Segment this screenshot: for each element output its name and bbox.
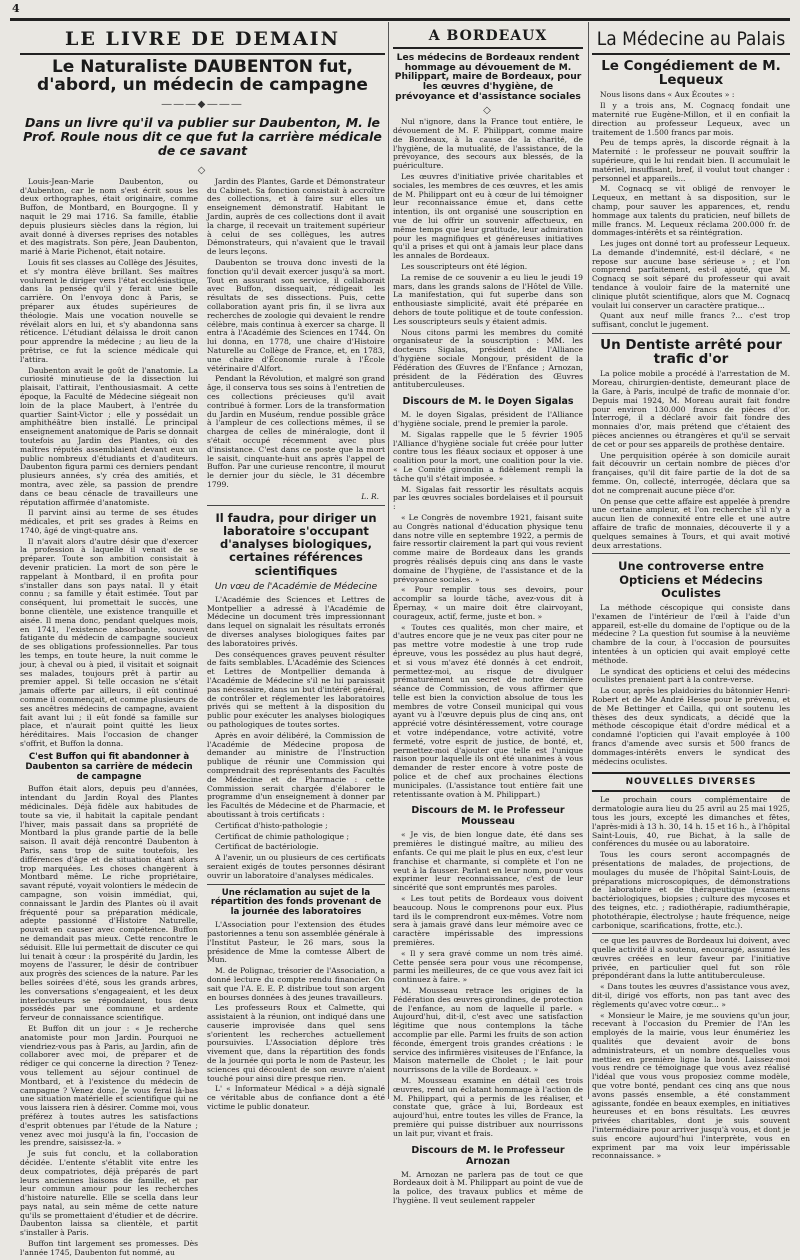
paragraph: Daubenton avait le goût de l'anatomie. La curiosité minutieuse de la dissection lui plaisait, l'attirait, l'enthousiasmait. A cette époque, la Faculté de Médecine siégeait non loin de la place Maubert, à l'entrée du quartier Saint-Victor ; elle y possédait un amphithéâtre bien installé. Le principal enseignement anatomique de Paris se donnait toutefois au Jardin des Plantes, où des maîtres réputés assemblaient devant eux un public nombreux d'étudiants et d'auditeurs. Daubenton figura parmi ces derniers pendant plusieurs années, s'y créa des amitiés, et montra, avec zèle, sa passion de prendre dans ce beau cénacle de travailleurs une réputation affirmée d'anatomiste. <box>20 365 198 507</box>
paragraph: M. Arnozan ne parlera pas de tout ce que Bordeaux doit à M. Philippart au point de vue de la police, des travaux publics et même de l'hygiène. Il veut seulement rappeler <box>393 1169 583 1205</box>
paragraph: Le syndicat des opticiens et celui des médecins oculistes prenaient part à la contre-verse. <box>592 666 790 685</box>
column-divider <box>588 22 589 1099</box>
paragraph: Certificat de bactériologie. <box>215 842 319 852</box>
headline-lequeux: Le Congédiement de M. Lequeux <box>601 58 781 89</box>
headline-opticiens: Une controverse entre Opticiens et Médecins Oculistes <box>618 559 764 600</box>
column-livre-de-demain <box>20 22 385 1257</box>
paragraph: Je suis fut conclu, et la collaboration décidée. L'entente s'établit vite entre les deux compatriotes, déjà préparés de part leurs anciennes liaisons de famille, et par leur commun amour pour les recherches d'histoire naturelle. Elle se scella dans leur pays natal, au sein même de cette nature qu'ils se promettaient d'étudier et de décrire. Daubenton laissa sa clientèle, et partit s'installer à Paris. <box>20 1149 198 1238</box>
paragraph: Peu de temps après, la discorde régnait à la Maternité : le professeur ne pouvait souffrir la supérieure, qui le lui rendait bien. Il accumulait le matériel, insuffisant, bref, il voulut tout changer : personnel et appareils... <box>592 138 790 183</box>
ornament: ◇ <box>483 105 493 117</box>
paragraph: Jardin des Plantes, Garde et Démonstrateur du Cabinet. Sa fonction consistait à accroître des collections, et à faire sur elles un enseignement démonstratif. Habitant le Jardin, auprès de ces collections dont il avait la charge, il recevait un traitement supérieur à celui de ses collègues, les autres Démonstrateurs, qui n'avaient que le travail de leurs leçons. <box>207 176 385 257</box>
paragraph: M. le doyen Sigalas, président de l'Alliance d'hygiène sociale, prend le premier la parole. <box>393 410 583 428</box>
subhead-voeu-academie: Un vœu de l'Académie de Médecine <box>214 581 378 592</box>
subhead-buffon: C'est Buffon qui fit abandonner à Daubenton sa carrière de médecin de campagne <box>25 751 193 782</box>
separator <box>592 933 790 934</box>
separator <box>592 553 790 554</box>
paragraph: Des conséquences graves peuvent résulter de faits semblables. L'Académie des Sciences et Lettres de Montpellier demanda à l'Académie de Médecine s'il ne lui paraissait pas nécessaire, dans un but d'intérêt général, de contrôler et réglementer les laboratoires privés qui se mettent à la disposition du public pour exécuter les analyses biologiques ou pathologiques de toutes sortes. <box>207 649 385 729</box>
paragraph: On pense que cette affaire est appelée à prendre une certaine ampleur, et l'on recherche s'il n'y a aucun lien de connexité entre elle et une autre affaire de trafic de monnaies, découverte il y a quelques semaines à Tours, et qui avait motivé deux arrestations. <box>592 496 790 550</box>
headline-laboratoire: Il faudra, pour diriger un laboratoire s'occupant d'analyses biologiques, certaines références scientifiques <box>215 510 377 578</box>
paragraph: « Je vis, de bien longue date, été dans ses premières le distingué maître, au milieu des enfants. Ce qui me plait le plus en eux, c'est leur franchise et charmante, si complète et l'on ne veut à la fausser. Parlant en leur nom, pour vous exprimer leur reconnaissance, c'est de leur sincérité que sont empruntés mes paroles. <box>393 830 583 893</box>
top-rule <box>10 18 790 21</box>
paragraph: M. Mousseau examine en détail ces trois œuvres, rend un éclatant hommage à l'action de M. Philippart, qui a permis de les réaliser, et constate que, grâce à lui, Bordeaux est aujourd'hui, entre toutes les villes de France, la première qui puisse distribuer aux nourrissons un lait pur, vivant et frais. <box>393 1075 583 1138</box>
rubric-a-bordeaux: A BORDEAUX <box>428 28 548 44</box>
paragraph: « Monsieur le Maire, je me souviens qu'un jour, recevant à l'occasion du Premier de l'An les employés de la mairie, vous leur énumériez les qualités que devaient avoir de bons administrateurs, et un nombre desquelles vous mettiez en première ligne la bonté. Laissez-moi vous rendre ce témoignage que vous avez réalisé l'idéal que vous vous proposiez comme modèle, que votre bonté, pendant ces cinq ans que nous avons passés ensemble, a été constamment agissante, fondée en beaux exemples, en initiatives heureuses et en bons résultats. Les œuvres privées charitables, dont je suis souvent l'intermédiaire pour arriver jusqu'à vous, et dont je suis encore aujourd'hui l'interprète, vous en expriment par ma voix leur impérissable reconnaissance. » <box>592 1010 790 1161</box>
paragraph: M. Mousseau retrace les origines de la Fédération des œuvres girondines, de protection de l'enfance, au nom de laquelle il parle. « Aujourd'hui, dit-il, c'est avec une satisfaction légitime que nous contemplons la tâche accomplie par elle. Parmi les fruits de son action féconde, émergent trois grandes créations : le service des infirmières visiteuses de l'Enfance, la Maison maternelle de Cholet ; le lait pour nourrissons de la ville de Bordeaux. » <box>393 986 583 1075</box>
subhead-arnozan: Discours de M. le Professeur Arnozan <box>411 1144 565 1167</box>
paragraph: La remise de ce souvenir a eu lieu le jeudi 19 mars, dans les grands salons de l'Hôtel de Ville. La manifestation, qui fut superbe dans son enthousiaste simplicité, avait été préparée en dehors de toute politique et de toute confession. Les souscripteurs seuls y étaient admis. <box>393 272 583 326</box>
paragraph: Les juges ont donné tort au professeur Lequeux. La demande d'indemnité, est-il déclaré, « ne repose sur aucune base sérieuse » ; et l'on comprend parfaitement, est-il ajouté, que M. Cognacq se soit séparé du professeur qui avait tendance à vouloir faire de la maternité une clinique plutôt scientifique, alors que M. Cognacq voulait lui conserver un caractère pratique... <box>592 239 790 310</box>
rubric-medecine-au-palais: La Médecine au Palais <box>596 28 786 50</box>
ornament: ◇ <box>197 164 208 176</box>
ornament: ―――◆――― <box>161 98 244 110</box>
paragraph: L'Académie des Sciences et Lettres de Montpellier a adressé à l'Académie de Médecine un document très impressionnant dans lequel on signalait les résultats erronés de diverses analyses biologiques faites par des laboratoires privés. <box>207 594 385 648</box>
paragraph: Nous citons parmi les membres du comité organisateur de la souscription : MM. les docteurs Sigalas, président de l'Alliance d'hygiène sociale Mongour, président de la Fédération des Œuvres de l'Enfance ; Arnozan, président de la Fédération des Œuvres antituberculeuses. <box>393 327 583 390</box>
headline-daubenton: Le Naturaliste DAUBENTON fut, d'abord, un médecin de campagne <box>37 57 368 95</box>
paragraph: « Toutes ces qualités, mon cher maire, et d'autres encore que je ne veux pas citer pour ne pas mettre votre modestie à une trop rude épreuve, vous les possédez au plus haut degré, et si vous m'avez été donnés à cet endroit, permettez-moi, au risque de divulguer prématurément un secret de notre dernière séance de Commission, de vous affirmer que telle est bien la conviction absolue de tous les membres de votre Conseil municipal qui vous ayant vu à l'œuvre depuis plus de cinq ans, ont apprécié votre désintéressement, votre courage et votre indépendance, votre activité, votre fermeté, votre esprit de justice, de bonté, et, permettez-moi d'ajouter que telle est l'unique raison pour laquelle ils ont été unanimes à vous demander de rester encore à votre poste de police et de chef aux prochaines élections municipales. (L'assistance tout entière fait une retentissante ovation à M. Philippart.) <box>393 622 583 799</box>
paragraph: Après en avoir délibéré, la Commission de l'Académie de Médecine proposa de demander au ministre de l'Instruction publique de réunir une Commission qui comprendrait des représentants des Facultés de Médecine et de Pharmacie : cette Commission serait chargée d'élaborer le programme d'un enseignement à donner par les Facultés de Médecine et de Pharmacie, et aboutissant à trois certificats : <box>207 730 385 819</box>
headline-philippart: Les médecins de Bordeaux rendent hommage au dévouement de M. Philippart, maire de Bordeaux, pour les œuvres d'hygiène, de prévoyance et d'assistance sociales <box>394 52 582 102</box>
paragraph: La police mobile a procédé à l'arrestation de M. Moreau, chirurgien-dentiste, demeurant place de la Gare, à Paris, inculpé de trafic de monnaie d'or. Depuis mai 1924, M. Moreau aurait fait fondre pour environ 130.000 francs de pièces d'or. Interrogé, il a déclaré avoir fait fondre des monnaies d'or, mais prétend que c'étaient des pièces anciennes ou étrangères et qu'il se servait de cet or pour ses appareils de prothèse dentaire. <box>592 369 790 449</box>
paragraph: A l'avenir, un ou plusieurs de ces certificats seraient exigés de toutes personnes désirant ouvrir un laboratoire d'analyses médicales. <box>207 853 385 880</box>
paragraph: Et Buffon dit un jour : « Je recherche anatomiste pour mon Jardin. Pourquoi ne viendriez-vous pas à Paris, au Jardin, afin de collaborer avec moi, de préparer et de rédiger ce qui concerne la direction ? Tenez-vous tellement au séjour continuel de Montbard, et à l'existence du médecin de campagne ? Venez donc. Je vous ferai là-bas une situation matérielle et scientifique qui ne vous laissera rien à désirer. Comme moi, vous préférez à toutes autres les satisfactions d'esprit obtenues par l'étude de la Nature ; venez avec moi jusqu'à la fin, l'occasion de les prendre, saisissez-la. » <box>20 1023 198 1148</box>
headline-reclamation: Une réclamation au sujet de la répartition des fonds provenant de la journée des laboratoires <box>210 887 382 918</box>
rubric-rule <box>393 47 583 49</box>
paragraph: « Les tout petits de Bordeaux vous doivent beaucoup. Nous le comprenons pour eux. Plus tard ils le comprendront eux-mêmes. Votre nom sera à jamais gravé dans leur mémoire avec ce caractère impérissable des impressions premières. <box>393 894 583 948</box>
paragraph: La méthode céscopique qui consiste dans l'examen de l'intérieur de l'œil à l'aide d'un appareil, est-elle du domaine de l'optique ou de la médecine ? La question fut soumise à la neuvième chambre de la cour, à l'occasion de poursuites intentées à un opticien qui avait employé cette méthode. <box>592 603 790 665</box>
paragraph: Le prochain cours complémentaire de dermatologie aura lieu du 25 avril au 25 mai 1925, tous les jours, excepté les dimanches et fêtes, l'après-midi à 13 h. 30, 14 h. 15 et 16 h., à l'hôpital Saint-Louis, 40, rue Bichat, à la salle de conférences du musée ou au laboratoire. <box>592 795 790 849</box>
article-subcolumn-right <box>207 178 385 1260</box>
paragraph: Louis-Jean-Marie Daubenton, ou d'Aubenton, car le nom s'est écrit sous les deux orthographes, était originaire, comme Buffon, de Montbard, en Bourgogne. Il y naquit le 29 mai 1716. Sa famille, établie depuis plusieurs siècles dans la région, lui avait donné à diverses reprises des notables et des magistrats. Son père, Jean Daubenton, marié à Marie Pichenot, était notaire. <box>20 176 198 257</box>
paragraph: Une perquisition opérée à son domicile aurait fait découvrir un certain nombre de pièces d'or françaises, qu'il dit faire partie de la dot de sa femme. On, collecté, interrogée, déclara que sa dot ne comprenait aucune pièce d'or. <box>592 450 790 495</box>
rubric-rule <box>20 53 385 55</box>
subhead-mousseau: Discours de M. le Professeur Mousseau <box>411 805 565 828</box>
paragraph: Louis fit ses classes au Collège des Jésuites, et s'y montra élève brillant. Ses maîtres voulurent le diriger vers l'état ecclésiastique, dans la pensée qu'il y ferait une belle carrière. On l'envoya donc à Paris, se préparer aux études supérieures de théologie. Mais une vocation nouvelle se révélait alors en lui, et s'y abandonna sans réticence. L'étudiant délaissa le droit canon pour apprendre la médecine ; au lieu de la prêtrise, ce fut la science médicale qui l'attira. <box>20 257 198 364</box>
rubric-rule <box>592 53 790 55</box>
paragraph: « Il y sera gravé comme un nom très aimé. Cette pensée sera pour vous une récompense, parmi les meilleures, de ce que vous avez fait ici continuez à faire. » <box>393 948 583 985</box>
column-medecine-au-palais <box>592 22 790 1161</box>
paragraph: Nul n'ignore, dans la France tout entière, le dévouement de M. F. Philippart, comme maire de Bordeaux, à la cause de la charité, de l'hygiène, de la mutualité, de l'assistance, de la prévoyance, des secours aux blessés, de la puériculture. <box>393 117 583 171</box>
paragraph: Tous les cours seront accompagnés de présentations de malades, de projections, de moulages du musée de l'hôpital Saint-Louis, de préparations microscopiques, de démonstrations de laboratoire et de thérapeutique (examens bactériologiques, biopsies ; culture des mycoses et des teignes, etc. ; radiothérapie, radiumthérapie, photothérapie, électrolyse ; haute fréquence, neige carbonique, scarifications, frotte, etc.). <box>592 850 790 930</box>
paragraph: ce que les pauvres de Bordeaux lui doivent, avec quelle activité il a soutenu, encouragé, assumé les œuvres créées en leur faveur par l'initiative privée, en particulier quel fut son rôle prépondérant dans la lutte antituberculeuse. <box>592 936 790 981</box>
paragraph: Certificat de chimie pathologique ; <box>215 831 350 841</box>
paragraph: « Pour remplir tous ses devoirs, pour accomplir sa lourde tâche, avez-vous dit à Épernay, « un maire doit être clairvoyant, courageux, actif, ferme, juste et bon. » <box>393 585 583 621</box>
paragraph: Il parvint ainsi au terme de ses études médicales, et prit ses grades à Reims en 1740, âgé de vingt-quatre ans. <box>20 508 198 535</box>
rubric-livre-de-demain: LE LIVRE DE DEMAIN <box>65 28 340 50</box>
paragraph: « Le Congrès de novembre 1921, faisant suite au Congrès national d'éducation physique tenu dans notre ville en septembre 1922, a permis de faire ressortir clairement la part qui vous revient comme maire de Bordeaux dans les grands progrès réalisés depuis cinq ans dans le vaste domaine de l'hygiène, de l'assistance et de la prévoyance sociales. » <box>393 512 583 584</box>
paragraph: M. Cognacq se vit obligé de renvoyer le Lequeux, en mettant à sa disposition, sur le champ, pour sauver les apparences, et, rendu hommage aux talents du praticien, neuf billets de mille francs. M. Lequeux réclama 200.000 fr. de dommages-intérêts et sa réintégration. <box>592 184 790 238</box>
paragraph: Buffon tint largement ses promesses. Dès l'année 1745, Daubenton fut nommé, au <box>20 1239 198 1257</box>
paragraph: L'Association pour l'extension des études pastoriennes a tenu son assemblée générale à l'Institut Pasteur, le 26 mars, sous la présidence de Mme la comtesse Albert de Mun. <box>207 920 385 965</box>
signature: L. R. <box>361 491 379 501</box>
separator <box>592 333 790 334</box>
paragraph: Pendant la Révolution, et malgré son grand âge, il conserva tous ses soins à l'entretien de ces collections précieuses qu'il avait contribué à former. Lors de la transformation du Jardin en Muséum, rendue possible grâce à l'ampleur de ces collections mêmes, il se chargea de celles de minéralogie, dont il s'était occupé récemment avec plus d'insistance. C'est dans ce poste que la mort le saisit, cinquante-huit ans après l'appel de Buffon. Par une curieuse rencontre, il mourut le dernier jour du siècle, le 31 décembre 1799. <box>207 374 385 489</box>
separator <box>207 505 385 506</box>
paragraph: Nous lisons dans « Aux Écoutes » : <box>600 90 735 100</box>
paragraph: Quant aux neuf mille francs ?... c'est trop suffisant, conclut le jugement. <box>592 311 790 330</box>
paragraph: Daubenton se trouva donc investi de la fonction qu'il devait exercer jusqu'à sa mort. Tout en assurant son service, il collaborait avec Buffon, dissequait, rédigeait les résultats de ses dissections. Puis, cette collaboration ayant pris fin, il se livra aux recherches de zoologie qui devaient le rendre célèbre, mais continua à exercer sa charge. Il entra à l'Académie des Sciences en 1744. On lui donna, en 1778, une chaire d'Histoire Naturelle au Collège de France, et, en 1783, une chaire d'Économie rurale à l'École vétérinaire d'Alfort. <box>207 257 385 373</box>
paragraph: L' « Informateur Médical » a déjà signalé ce véritable abus de confiance dont a été victime le public donateur. <box>207 1084 385 1112</box>
paragraph: Certificat d'histo-pathologie ; <box>215 820 328 830</box>
article-body <box>20 178 385 1260</box>
paragraph: Buffon était alors, depuis peu d'années, intendant du Jardin Royal des Plantes médicinales. Déjà fidèle aux habitudes de toute sa vie, il habitait la capitale pendant l'hiver, mais passait dans sa propriété de Montbard la plus grande partie de la belle saison. Il avait déjà rencontré Daubenton à Paris, sans trop de suite toutefois, les différences d'âge et de situation étant alors trop marquées. Les choses changèrent à Montbard même. Le riche propriétaire, savant réputé, voyait volontiers le médecin de campagne, son voisin immédiat, qui, connaissant le Jardin des Plantes où il avait fréquenté pour sa préparation médicale, adepte passionné d'Histoire Naturelle, pouvait en causer avec compétence. Buffon ne demandait pas mieux. Cette rencontre le séduisit. Elle lui permettait de discuter ce qui lui tenait à cœur : la prospérité du Jardin, les moyens de l'assurer, le désir de contribuer aux progrès des sciences de la nature. Par les belles soirées d'été, sous les grands arbres, les conversations s'engageaient, et les deux interlocuteurs se répondaient, tous deux possédés par une commune et ardente ferveur de connaissance scientifique. <box>20 784 198 1023</box>
paragraph: « Dans toutes les œuvres d'assistance vous avez, dit-il, dirigé vos efforts, non pas tant avec des règlements qu'avec votre cœur... » <box>592 982 790 1009</box>
paragraph: La cour, après les plaidoiries du bâtonnier Henri-Robert et de Me André Hesse pour le prévenu, et de Me Bettinger et Cailla, qui ont soutenu les thèses des deux syndicats, a décidé que la méthode céscopique était d'ordre médical et a condamné l'opticien qui l'avait employée à 100 francs d'amende avec sursis et 500 francs de dommages-intérêts envers le syndicat des médecins oculistes. <box>592 686 790 766</box>
paragraph: Les œuvres d'initiative privée charitables et sociales, les membres de ces œuvres, et les amis de M. Philippart ont eu à cœur de lui témoigner leur reconnaissance émue et, dans cette intention, ils ont organisé une souscription en vue de lui offrir un souvenir affectueux, en même temps que leur gratitude, leur admiration pour les magnifiques et généreuses initiatives qu'il a prises et qui ont à jamais leur place dans les annales de Bordeaux. <box>393 172 583 261</box>
column-a-bordeaux <box>393 22 583 1205</box>
subhead-sigalas: Discours de M. le Doyen Sigalas <box>402 396 574 408</box>
separator <box>207 884 385 885</box>
paragraph: Il y a trois ans, M. Cognacq fondait une maternité rue Eugène-Millon, et il en confiait la direction au professeur Lequeux, avec un traitement de 1.500 francs par mois. <box>592 101 790 137</box>
paragraph: M. Sigalas fait ressortir les résultats acquis par les œuvres sociales bordelaises et il poursuit : <box>393 484 583 512</box>
deck-daubenton: Dans un livre qu'il va publier sur Daubenton, M. le Prof. Roule nous dit ce que fut la carrière médicale de ce savant <box>23 114 382 159</box>
page-number: 4 <box>12 2 20 15</box>
headline-dentiste: Un Dentiste arrêté pour trafic d'or <box>600 337 782 368</box>
article-subcolumn-left <box>20 178 198 1260</box>
paragraph: M. Sigalas rappelle que le 5 février 1905 l'Alliance d'hygiène sociale fut créée pour lutter contre tous les fléaux sociaux et opposer à une coalition pour la mort, une coalition pour la vie. « Le Comité girondin a fidèlement rempli la tâche qu'il s'était imposée. » <box>393 429 583 483</box>
paragraph: Il n'avait alors d'autre désir que d'exercer la profession à laquelle il venait de se préparer. Toute son ambition consistait à devenir praticien. La mort de son père le rappelant à Montbard, il en profita pour s'installer dans son pays natal. Il y était connu ; sa famille y était estimée. Tout par conséquent, lui promettait le succès, une bonne clientèle, une existence tranquille et aisée. Il mena donc, pendant quelques mois, en 1741, l'existence absorbante, souvent fatigante du médecin de campagne soucieux de ses obligations professionnelles. Par tous les temps, en toute heure, la nuit comme le jour, à cheval ou à pied, il visitait et soignait ses malades, toujours prêt à partir au premier appel. Si telle occasion ne s'était jamais offerte par ailleurs, il eût continué comme il commençait, et comme plusieurs de ses ancêtres médecins de campagne, avaient fait avant lui ; il eût fondé sa famille sur place, et n'aurait point quitté les lieux héréditaires. Mais l'occasion de changer s'offrit, et Buffon la donna. <box>20 536 198 749</box>
column-divider <box>388 22 389 1099</box>
paragraph: M. de Polignac, trésorier de l'Association, a donné lecture du compte rendu financier. On sait que l'A. E. E. P. distribue tout son argent en bourses données à des jeunes travailleurs. <box>207 966 385 1002</box>
paragraph: Les souscripteurs ont été légion. <box>401 262 528 272</box>
paragraph: Les professeurs Roux et Calmette, qui assistaient à la réunion, ont indiqué dans une causerie improvisée dans quel sens s'orientent les recherches actuellement poursuivies. L'Association déplore très vivement que, dans la répartition des fonds de la journée qui porta le nom de Pasteur, les sciences qui découlent de son œuvre n'aient touché pour ainsi dire presque rien. <box>207 1003 385 1083</box>
section-nouvelles-diverses: NOUVELLES DIVERSES <box>592 772 790 792</box>
